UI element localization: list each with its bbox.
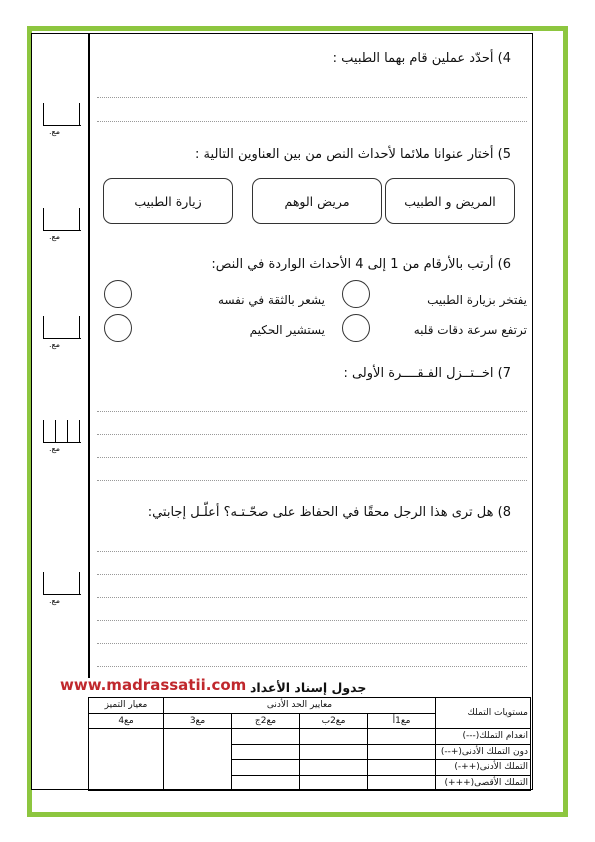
question-7: 7) اخــتــزل الفـقــــرة الأولى : — [343, 366, 511, 381]
question-8: 8) هل ترى هذا الرجل محقًا في الحفاظ على صحّـتـه؟ أعلّـل إجابتي: — [147, 505, 511, 520]
title-option[interactable]: المريض و الطبيب — [385, 178, 515, 224]
title-option[interactable]: زيارة الطبيب — [103, 178, 233, 224]
levels-header: مستويات التملك — [436, 698, 531, 729]
question-4: 4) أحدّد عملين قام بهما الطبيب : — [332, 51, 511, 66]
question-6: 6) أرتب بالأرقام من 1 إلى 4 الأحداث الواردة في النص: — [211, 257, 511, 272]
criterion-header: مع1أ — [368, 713, 436, 729]
event-label: ترتفع سرعة دقات قلبه — [413, 323, 527, 337]
answer-line[interactable] — [97, 597, 527, 598]
answer-line[interactable] — [97, 643, 527, 644]
order-circle[interactable] — [342, 280, 370, 308]
level-label: التملك الأدنى(++-) — [436, 760, 531, 776]
event-label: يستشير الحكيم — [249, 323, 325, 337]
answer-line[interactable] — [97, 666, 527, 667]
answer-line[interactable] — [97, 411, 527, 412]
table-row — [89, 729, 531, 745]
margin-divider — [88, 33, 90, 678]
grading-table-title: جدول إسناد الأعداد — [250, 680, 367, 695]
criterion-header: مع3 — [164, 713, 232, 729]
min-criteria-header: معايير الحد الأدنى — [164, 698, 436, 714]
answer-line[interactable] — [97, 574, 527, 575]
level-label: انعدام التملك(---) — [436, 729, 531, 745]
criterion-header: مع2ب — [300, 713, 368, 729]
level-label: التملك الأقصى(+++) — [436, 775, 531, 791]
excellence-header: معيار التميز — [89, 698, 164, 714]
answer-line[interactable] — [97, 97, 527, 98]
criterion-header: مع2ج — [232, 713, 300, 729]
answer-line[interactable] — [97, 121, 527, 122]
answer-line[interactable] — [97, 620, 527, 621]
watermark[interactable]: www.madrassatii.com — [60, 676, 247, 694]
answer-line[interactable] — [97, 551, 527, 552]
order-circle[interactable] — [104, 280, 132, 308]
answer-line[interactable] — [97, 457, 527, 458]
order-circle[interactable] — [104, 314, 132, 342]
answer-line[interactable] — [97, 434, 527, 435]
grading-table — [88, 697, 531, 791]
event-label: يشعر بالثقة في نفسه — [218, 293, 325, 307]
criterion-header: مع4 — [89, 713, 164, 729]
event-label: يفتخر بزيارة الطبيب — [427, 293, 527, 307]
level-label: دون التملك الأدنى(+--) — [436, 744, 531, 760]
answer-line[interactable] — [97, 480, 527, 481]
title-option[interactable]: مريض الوهم — [252, 178, 382, 224]
question-5: 5) أختار عنوانا ملائما لأحداث النص من بين العناوين التالية : — [195, 147, 511, 162]
order-circle[interactable] — [342, 314, 370, 342]
